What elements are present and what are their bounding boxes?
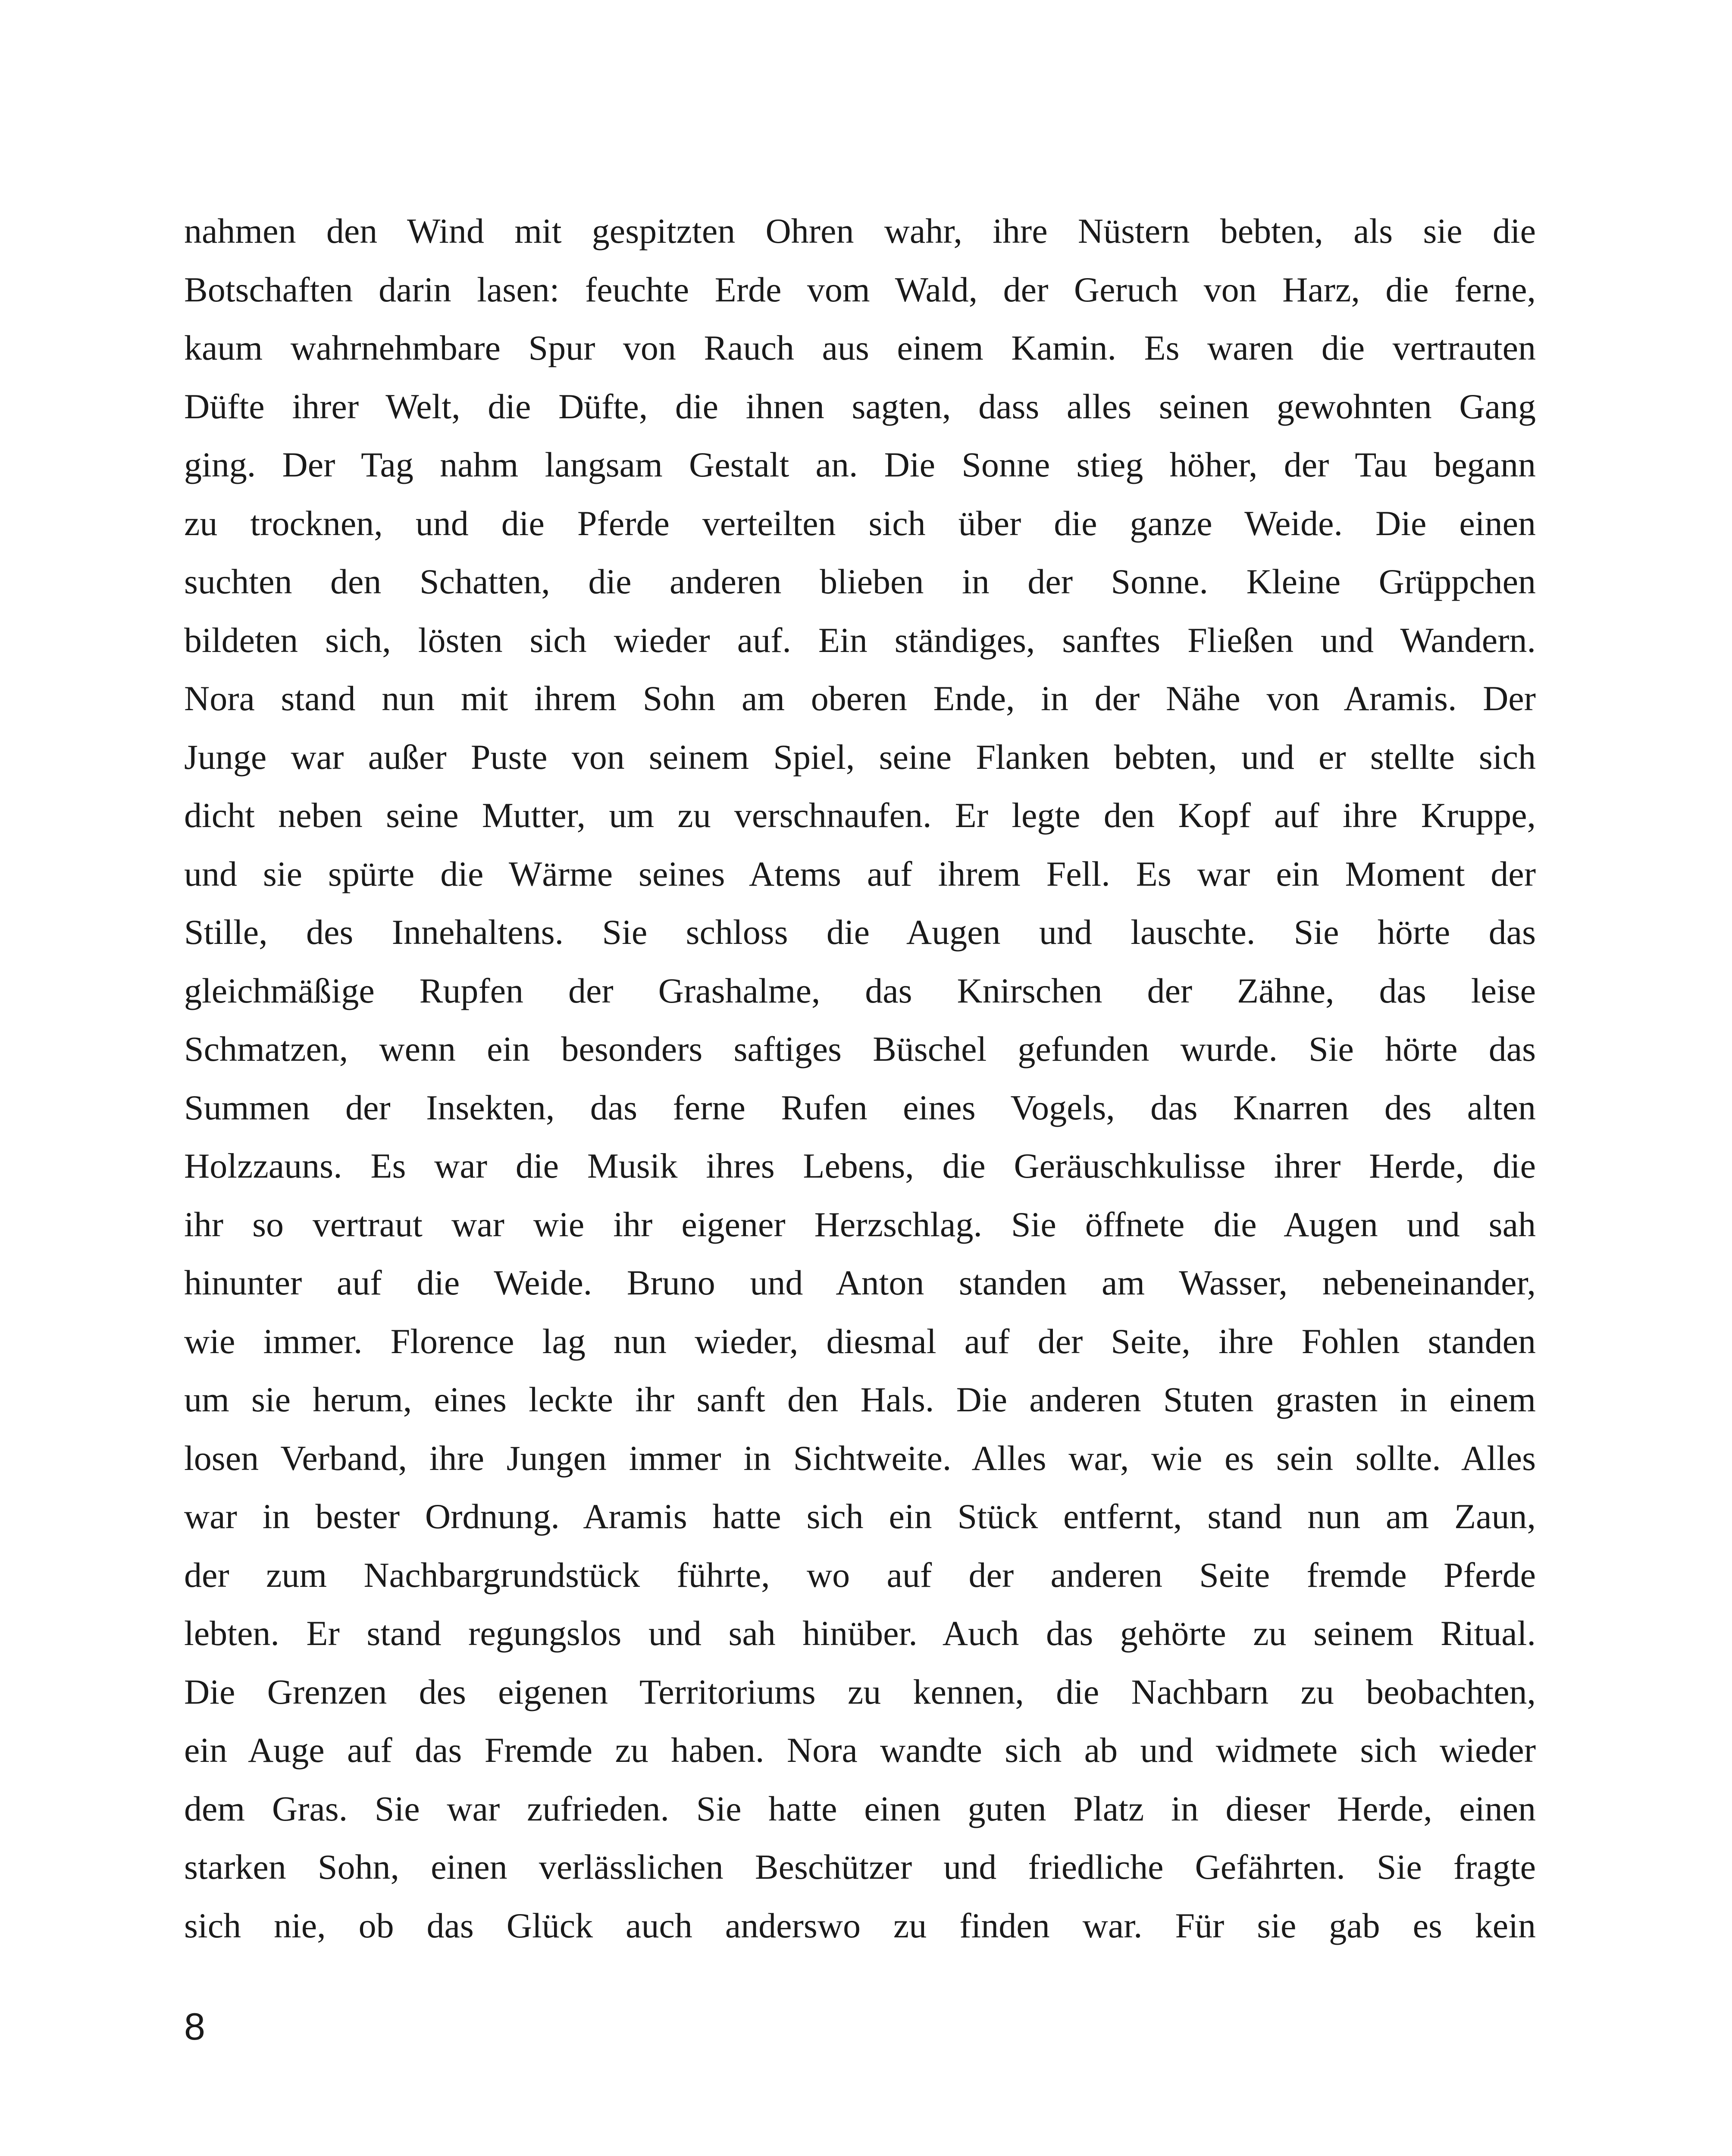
text-line: kaum wahrnehmbare Spur von Rauch aus einem Kamin. Es waren die vertrauten xyxy=(184,328,1536,367)
text-line: Schmatzen, wenn ein besonders saftiges Büschel gefunden wurde. Sie hörte das xyxy=(184,1029,1536,1069)
text-line: dicht neben seine Mutter, um zu verschnaufen. Er legte den Kopf auf ihre Kruppe, xyxy=(184,796,1536,835)
text-line: suchten den Schatten, die anderen blieben in der Sonne. Kleine Grüppchen xyxy=(184,562,1536,601)
text-line: Holzzauns. Es war die Musik ihres Lebens, die Geräuschkulisse ihrer Herde, die xyxy=(184,1146,1536,1185)
text-line: ein Auge auf das Fremde zu haben. Nora wandte sich ab und widmete sich wieder xyxy=(184,1730,1536,1770)
page-number: 8 xyxy=(184,2005,205,2048)
text-line: der zum Nachbargrundstück führte, wo auf der anderen Seite fremde Pferde xyxy=(184,1555,1536,1595)
text-line: hinunter auf die Weide. Bruno und Anton standen am Wasser, nebeneinander, xyxy=(184,1263,1536,1302)
text-line: um sie herum, eines leckte ihr sanft den Hals. Die anderen Stuten grasten in einem xyxy=(184,1380,1536,1419)
text-line: und sie spürte die Wärme seines Atems auf ihrem Fell. Es war ein Moment der xyxy=(184,854,1536,893)
body-text xyxy=(184,202,1536,1955)
text-line: bildeten sich, lösten sich wieder auf. Ein ständiges, sanftes Fließen und Wandern. xyxy=(184,620,1536,660)
text-line: Botschaften darin lasen: feuchte Erde vom Wald, der Geruch von Harz, die ferne, xyxy=(184,270,1536,309)
text-line: ihr so vertraut war wie ihr eigener Herzschlag. Sie öffnete die Augen und sah xyxy=(184,1204,1536,1244)
text-line: gleichmäßige Rupfen der Grashalme, das Knirschen der Zähne, das leise xyxy=(184,971,1536,1010)
text-line: sich nie, ob das Glück auch anderswo zu finden war. Für sie gab es kein xyxy=(184,1905,1536,1945)
text-line: ging. Der Tag nahm langsam Gestalt an. Die Sonne stieg höher, der Tau begann xyxy=(184,445,1536,484)
text-line: Düfte ihrer Welt, die Düfte, die ihnen sagten, dass alles seinen gewohnten Gang xyxy=(184,386,1536,426)
text-line: Summen der Insekten, das ferne Rufen eines Vogels, das Knarren des alten xyxy=(184,1087,1536,1127)
text-line: war in bester Ordnung. Aramis hatte sich ein Stück entfernt, stand nun am Zaun, xyxy=(184,1497,1536,1536)
text-line: Junge war außer Puste von seinem Spiel, seine Flanken bebten, und er stellte sich xyxy=(184,737,1536,777)
text-line: Stille, des Innehaltens. Sie schloss die Augen und lauschte. Sie hörte das xyxy=(184,912,1536,952)
text-line: zu trocknen, und die Pferde verteilten sich über die ganze Weide. Die einen xyxy=(184,503,1536,543)
text-line: lebten. Er stand regungslos und sah hinüber. Auch das gehörte zu seinem Ritual. xyxy=(184,1614,1536,1653)
text-line: nahmen den Wind mit gespitzten Ohren wahr, ihre Nüstern bebten, als sie die xyxy=(184,211,1536,251)
text-line: starken Sohn, einen verlässlichen Beschützer und friedliche Gefährten. Sie fragte xyxy=(184,1847,1536,1887)
text-line: losen Verband, ihre Jungen immer in Sichtweite. Alles war, wie es sein sollte. Alles xyxy=(184,1438,1536,1478)
text-line: dem Gras. Sie war zufrieden. Sie hatte einen guten Platz in dieser Herde, einen xyxy=(184,1789,1536,1828)
text-line: Die Grenzen des eigenen Territoriums zu kennen, die Nachbarn zu beobachten, xyxy=(184,1672,1536,1711)
text-line: Nora stand nun mit ihrem Sohn am oberen Ende, in der Nähe von Aramis. Der xyxy=(184,679,1536,718)
text-line: wie immer. Florence lag nun wieder, diesmal auf der Seite, ihre Fohlen standen xyxy=(184,1321,1536,1361)
